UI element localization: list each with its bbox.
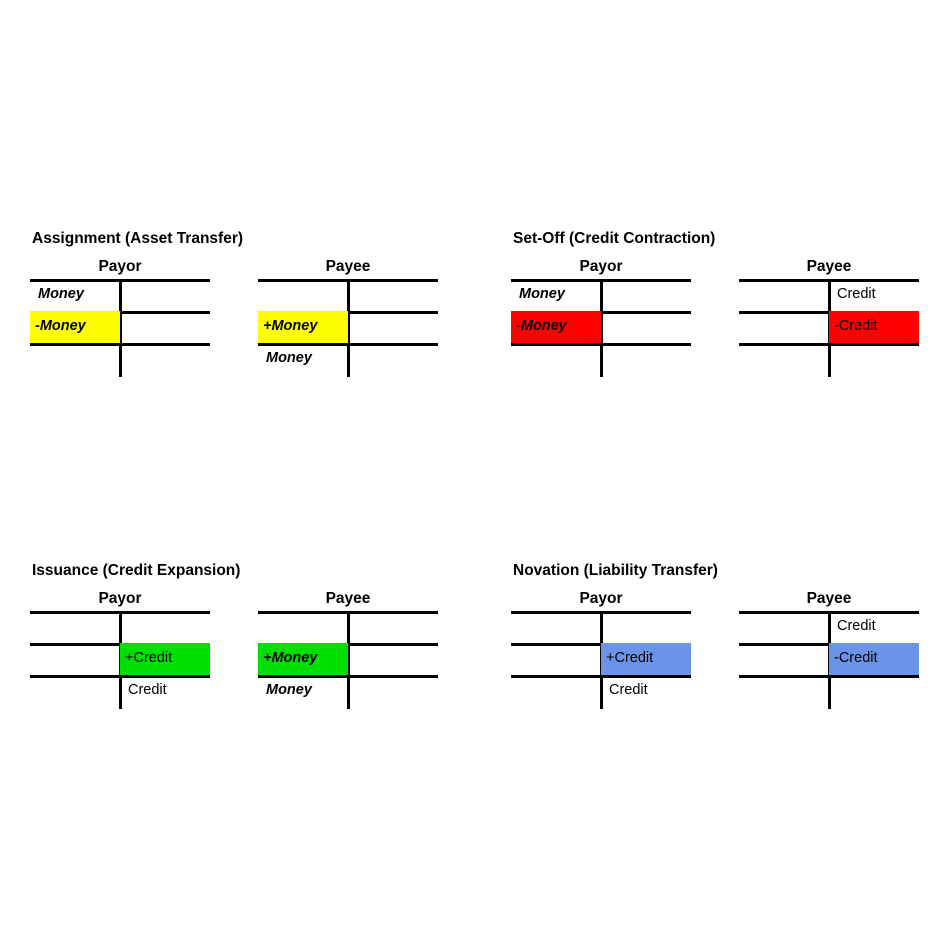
t-cell-debit — [258, 343, 348, 375]
entry-label — [743, 656, 752, 663]
entry-label: Credit — [128, 682, 167, 699]
entry-label — [605, 356, 614, 363]
t-row — [739, 279, 919, 311]
t-cell-debit — [739, 611, 829, 643]
party-payor — [30, 258, 210, 377]
t-row — [30, 675, 210, 707]
t-cell-debit — [30, 343, 120, 375]
entry-label — [34, 624, 43, 631]
t-cell-debit — [739, 675, 829, 707]
panel-body — [30, 590, 438, 709]
entry-label: Money — [38, 286, 84, 303]
t-row — [258, 643, 438, 675]
entry-label: +Money — [258, 643, 348, 675]
entry-label — [743, 688, 752, 695]
t-cell-debit — [30, 675, 120, 707]
party-name: Payor — [579, 258, 623, 275]
t-cell-credit — [120, 643, 210, 675]
entry-label — [743, 292, 752, 299]
t-row — [511, 611, 691, 643]
t-cell-credit — [829, 311, 919, 343]
party-payee — [739, 258, 919, 377]
t-cell-credit — [120, 343, 210, 375]
t-cell-debit — [739, 311, 829, 343]
t-account — [739, 611, 919, 709]
t-cell-debit — [30, 611, 120, 643]
entry-label — [352, 324, 361, 331]
t-cell-debit — [258, 279, 348, 311]
t-row — [511, 311, 691, 343]
panel-title: Assignment (Asset Transfer) — [32, 230, 244, 247]
entry-label — [605, 292, 614, 299]
party-payee — [258, 258, 438, 377]
t-cell-credit — [348, 311, 438, 343]
entry-label: Money — [519, 286, 565, 303]
panel-set-off — [511, 230, 919, 377]
panel-title: Novation (Liability Transfer) — [513, 562, 718, 579]
panel-body — [30, 258, 438, 377]
t-cell-debit — [258, 611, 348, 643]
t-cell-debit — [511, 611, 601, 643]
t-cell-credit — [348, 343, 438, 375]
t-cell-debit — [739, 279, 829, 311]
entry-label: -Money — [30, 311, 120, 343]
entry-label — [743, 324, 752, 331]
party-name: Payee — [325, 590, 371, 607]
party-payor — [511, 590, 691, 709]
t-cell-credit — [348, 279, 438, 311]
t-cell-debit — [30, 643, 120, 675]
t-cell-credit — [601, 611, 691, 643]
entry-label — [262, 292, 271, 299]
t-cell-debit — [258, 675, 348, 707]
entry-label — [124, 324, 133, 331]
t-cell-debit — [30, 311, 120, 343]
entry-label — [124, 292, 133, 299]
t-cell-debit — [739, 343, 829, 375]
t-row — [739, 675, 919, 707]
panel-body — [511, 590, 919, 709]
entry-label — [34, 656, 43, 663]
entry-label: Credit — [837, 618, 876, 635]
t-row — [30, 643, 210, 675]
t-cell-debit — [30, 279, 120, 311]
t-account — [30, 611, 210, 709]
party-name: Payor — [98, 258, 142, 275]
t-cell-credit — [601, 311, 691, 343]
t-cell-debit — [511, 311, 601, 343]
t-cell-credit — [601, 675, 691, 707]
t-cell-credit — [120, 311, 210, 343]
entry-label — [605, 624, 614, 631]
t-cell-credit — [601, 643, 691, 675]
party-payor — [30, 590, 210, 709]
t-row — [258, 311, 438, 343]
entry-label: Credit — [837, 286, 876, 303]
t-row — [511, 343, 691, 375]
t-cell-debit — [258, 643, 348, 675]
panel-novation — [511, 562, 919, 709]
entry-label — [352, 688, 361, 695]
t-row — [258, 343, 438, 375]
t-cell-credit — [601, 343, 691, 375]
t-cell-debit — [739, 643, 829, 675]
t-cell-debit — [258, 311, 348, 343]
t-row — [511, 279, 691, 311]
entry-label — [352, 656, 361, 663]
entry-label — [124, 624, 133, 631]
entry-label: +Credit — [601, 643, 691, 675]
party-payor — [511, 258, 691, 377]
t-cell-credit — [120, 279, 210, 311]
entry-label — [833, 356, 842, 363]
t-row — [258, 279, 438, 311]
entry-label — [34, 688, 43, 695]
entry-label: -Credit — [829, 311, 919, 343]
t-cell-debit — [511, 675, 601, 707]
t-row — [30, 311, 210, 343]
entry-label — [352, 292, 361, 299]
t-row — [258, 611, 438, 643]
t-cell-credit — [829, 279, 919, 311]
t-cell-credit — [829, 675, 919, 707]
entry-label: -Money — [511, 311, 601, 343]
entry-label — [515, 356, 524, 363]
entry-label: Credit — [609, 682, 648, 699]
entry-label — [34, 356, 43, 363]
t-row — [30, 343, 210, 375]
t-row — [739, 643, 919, 675]
t-row — [739, 611, 919, 643]
panel-title: Set-Off (Credit Contraction) — [513, 230, 716, 247]
t-cell-credit — [829, 611, 919, 643]
entry-label — [515, 656, 524, 663]
t-cell-credit — [601, 279, 691, 311]
t-account — [258, 611, 438, 709]
entry-label: +Credit — [120, 643, 210, 675]
entry-label — [605, 324, 614, 331]
party-name: Payee — [806, 258, 852, 275]
entry-label: Money — [266, 350, 312, 367]
t-account — [511, 611, 691, 709]
party-name: Payee — [806, 590, 852, 607]
t-cell-debit — [511, 343, 601, 375]
t-row — [30, 611, 210, 643]
panel-body — [511, 258, 919, 377]
entry-label — [352, 356, 361, 363]
party-name: Payor — [579, 590, 623, 607]
entry-label: -Credit — [829, 643, 919, 675]
t-cell-credit — [829, 343, 919, 375]
t-cell-debit — [511, 279, 601, 311]
entry-label — [262, 624, 271, 631]
entry-label: Money — [266, 682, 312, 699]
t-account — [511, 279, 691, 377]
t-row — [739, 343, 919, 375]
entry-label — [352, 624, 361, 631]
party-name: Payor — [98, 590, 142, 607]
party-payee — [739, 590, 919, 709]
entry-label: +Money — [258, 311, 348, 343]
entry-label — [124, 356, 133, 363]
t-row — [511, 675, 691, 707]
t-cell-credit — [120, 611, 210, 643]
t-cell-credit — [120, 675, 210, 707]
entry-label — [743, 356, 752, 363]
entry-label — [515, 624, 524, 631]
panel-issuance — [30, 562, 438, 709]
party-name: Payee — [325, 258, 371, 275]
entry-label — [515, 688, 524, 695]
t-row — [739, 311, 919, 343]
t-cell-credit — [348, 643, 438, 675]
t-account — [739, 279, 919, 377]
t-cell-credit — [348, 675, 438, 707]
t-account — [30, 279, 210, 377]
entry-label — [833, 688, 842, 695]
t-account — [258, 279, 438, 377]
t-row — [30, 279, 210, 311]
entry-label — [743, 624, 752, 631]
panel-title: Issuance (Credit Expansion) — [32, 562, 241, 579]
t-cell-debit — [511, 643, 601, 675]
panel-assignment — [30, 230, 438, 377]
t-row — [511, 643, 691, 675]
party-payee — [258, 590, 438, 709]
t-cell-credit — [829, 643, 919, 675]
t-row — [258, 675, 438, 707]
t-cell-credit — [348, 611, 438, 643]
